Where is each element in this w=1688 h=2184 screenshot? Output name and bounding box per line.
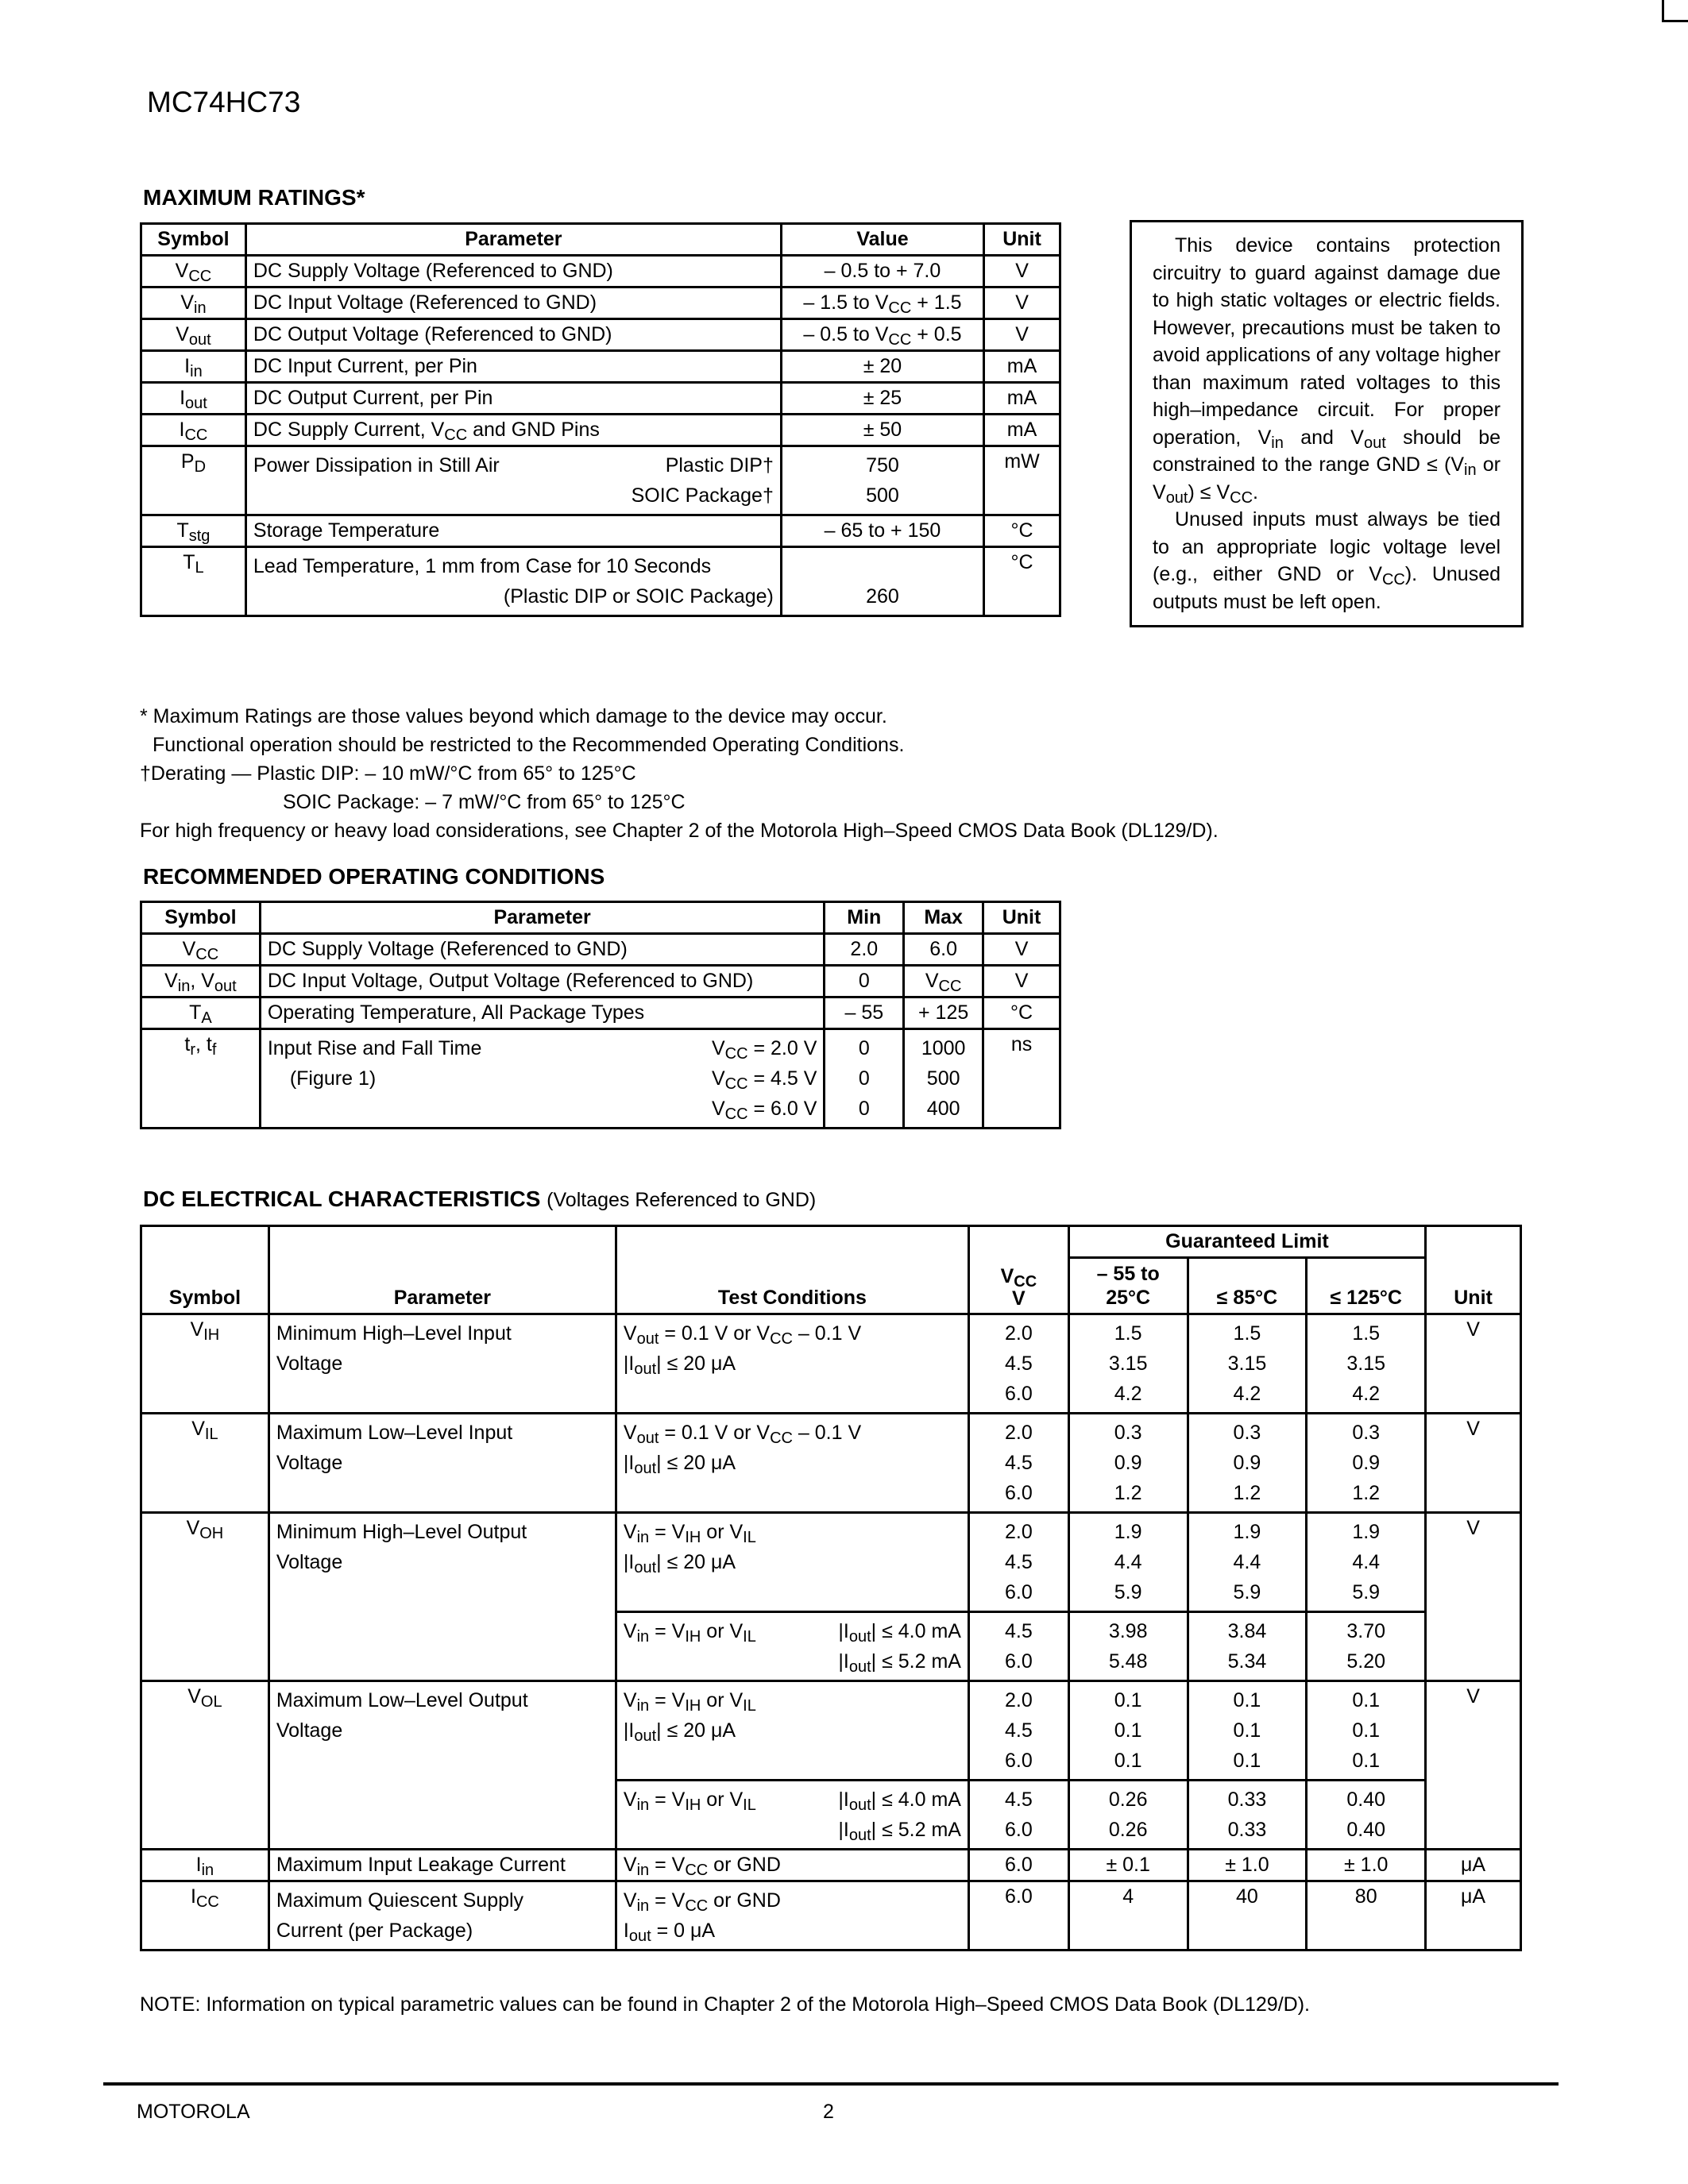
symbol-cell: $V_{IL}$ [141, 1414, 269, 1513]
col-header-test-conditions: Test Conditions [616, 1226, 968, 1314]
col-header-limit-85c: ≤ 85°C [1188, 1258, 1307, 1314]
test-conditions-cell: $V_{in} = V_{CC}$ or GND [616, 1850, 968, 1881]
symbol-cell: $P_D$ [141, 446, 246, 515]
parameter-cell: DC Input Voltage, Output Voltage (Referenced to GND) [260, 966, 825, 997]
unit-cell: V [984, 256, 1060, 287]
parameter-cell: Maximum Quiescent Supply Current (per Package) [268, 1881, 616, 1951]
unit-cell: V [1426, 1414, 1521, 1513]
dc-electrical-characteristics-table [140, 1225, 1522, 1951]
limit-85c-cell: 1.5 3.15 4.2 [1188, 1314, 1307, 1414]
limit-85c-cell: 1.9 4.4 5.9 [1188, 1513, 1307, 1612]
unit-cell: mA [984, 383, 1060, 415]
esd-caution-box [1130, 220, 1524, 627]
table-row [141, 1513, 1521, 1612]
table-header-row [141, 224, 1060, 256]
col-header-parameter: Parameter [260, 902, 825, 934]
table-row [141, 1681, 1521, 1781]
parameter-cell: Power Dissipation in Still Air Plastic DIP† SOIC Package† [245, 446, 781, 515]
limit-25c-cell: 0.26 0.26 [1068, 1781, 1188, 1850]
table-row [141, 1850, 1521, 1881]
symbol-cell: $V_{in}$ [141, 287, 246, 319]
col-header-parameter: Parameter [268, 1226, 616, 1314]
limit-125c-cell: 80 [1307, 1881, 1426, 1951]
table-row [141, 446, 1060, 515]
symbol-cell: $I_{CC}$ [141, 1881, 269, 1951]
unit-cell: V [983, 966, 1060, 997]
limit-125c-cell: 0.3 0.9 1.2 [1307, 1414, 1426, 1513]
symbol-cell: $I_{CC}$ [141, 415, 246, 446]
symbol-cell: $I_{in}$ [141, 351, 246, 383]
value-cell: 750 500 [781, 446, 983, 515]
parameter-cell: Maximum Low–Level Output Voltage [268, 1681, 616, 1850]
parameter-cell: Maximum Low–Level Input Voltage [268, 1414, 616, 1513]
max-ratings-heading: MAXIMUM RATINGS* [143, 185, 365, 210]
vcc-cell: 4.5 6.0 [968, 1612, 1068, 1681]
parameter-cell: Minimum High–Level Input Voltage [268, 1314, 616, 1414]
test-conditions-cell: $V_{out} = 0.1$ V or $V_{CC} - 0.1$ V $|I_{out}| \le 20$ μA [616, 1314, 968, 1414]
value-cell: 260 [781, 547, 983, 616]
limit-25c-cell: 4 [1068, 1881, 1188, 1951]
col-header-limit-125c: ≤ 125°C [1307, 1258, 1426, 1314]
col-header-symbol: Symbol [141, 1226, 269, 1314]
table-row [141, 319, 1060, 351]
vcc-cell: 2.0 4.5 6.0 [968, 1414, 1068, 1513]
recommended-operating-conditions-table [140, 901, 1061, 1129]
unit-cell: °C [984, 515, 1060, 547]
limit-125c-cell: 3.70 5.20 [1307, 1612, 1426, 1681]
unit-cell: °C [984, 547, 1060, 616]
limit-25c-cell: 0.1 0.1 0.1 [1068, 1681, 1188, 1781]
limit-125c-cell: 0.1 0.1 0.1 [1307, 1681, 1426, 1781]
unit-cell: mW [984, 446, 1060, 515]
col-header-parameter: Parameter [245, 224, 781, 256]
table-row [141, 966, 1060, 997]
col-header-unit: Unit [983, 902, 1060, 934]
max-ratings-table [140, 222, 1061, 617]
parameter-cell: DC Input Current, per Pin [245, 351, 781, 383]
note-line: †Derating — Plastic DIP: – 10 mW/°C from 65° to 125°C [140, 762, 636, 785]
unit-cell: V [983, 934, 1060, 966]
table-row [141, 383, 1060, 415]
esd-paragraph-2: Unused inputs must always be tied to an appropriate logic voltage level (e.g., either GND or $V_{CC}$). Unused outputs must be left open. [1153, 508, 1501, 613]
limit-125c-cell: 1.5 3.15 4.2 [1307, 1314, 1426, 1414]
max-cell: 1000 500 400 [904, 1029, 983, 1129]
limit-85c-cell: 40 [1188, 1881, 1307, 1951]
table-row [141, 415, 1060, 446]
col-header-min: Min [825, 902, 904, 934]
parameter-cell: DC Supply Voltage (Referenced to GND) [245, 256, 781, 287]
unit-cell: mA [984, 351, 1060, 383]
page-corner-mark [1662, 0, 1688, 22]
col-header-unit: Unit [1426, 1226, 1521, 1314]
unit-cell: °C [983, 997, 1060, 1029]
unit-cell: V [1426, 1314, 1521, 1414]
limit-85c-cell: 0.3 0.9 1.2 [1188, 1414, 1307, 1513]
table-row [141, 256, 1060, 287]
min-cell: 0 [825, 966, 904, 997]
dc-note: NOTE: Information on typical parametric values can be found in Chapter 2 of the Motorola High–Speed CMOS Data Book (DL129/D). [140, 1993, 1310, 2016]
roc-heading: RECOMMENDED OPERATING CONDITIONS [143, 864, 605, 889]
value-cell: ± 25 [781, 383, 983, 415]
symbol-cell: $V_{in}$, $V_{out}$ [141, 966, 261, 997]
test-conditions-cell: $V_{in} = V_{IH}$ or $V_{IL}$ $|I_{out}| \le 4.0$ mA $|I_{out}| \le 5.2$ mA [616, 1781, 968, 1850]
limit-85c-cell: 3.84 5.34 [1188, 1612, 1307, 1681]
col-header-max: Max [904, 902, 983, 934]
document-title: MC74HC73 [147, 86, 301, 118]
max-cell: + 125 [904, 997, 983, 1029]
symbol-cell: $V_{OL}$ [141, 1681, 269, 1850]
parameter-cell: Storage Temperature [245, 515, 781, 547]
note-line: SOIC Package: – 7 mW/°C from 65° to 125°C [283, 791, 686, 813]
parameter-cell: DC Supply Voltage (Referenced to GND) [260, 934, 825, 966]
table-header-row [141, 902, 1060, 934]
symbol-cell: $t_r$, $t_f$ [141, 1029, 261, 1129]
value-cell: – 0.5 to + 7.0 [781, 256, 983, 287]
unit-cell: μA [1426, 1881, 1521, 1951]
value-cell: – 1.5 to $V_{CC} + 1.5$ [781, 287, 983, 319]
test-conditions-cell: $V_{in} = V_{IH}$ or $V_{IL}$ $|I_{out}| \le 20$ μA [616, 1681, 968, 1781]
table-row [141, 515, 1060, 547]
min-cell: – 55 [825, 997, 904, 1029]
parameter-cell: Minimum High–Level Output Voltage [268, 1513, 616, 1681]
vcc-cell: 2.0 4.5 6.0 [968, 1681, 1068, 1781]
table-row [141, 351, 1060, 383]
limit-25c-cell: 3.98 5.48 [1068, 1612, 1188, 1681]
unit-cell: μA [1426, 1850, 1521, 1881]
table-row [141, 1029, 1060, 1129]
limit-25c-cell: 0.3 0.9 1.2 [1068, 1414, 1188, 1513]
test-conditions-cell: $V_{out} = 0.1$ V or $V_{CC} - 0.1$ V $|I_{out}| \le 20$ μA [616, 1414, 968, 1513]
col-header-vcc: $V_{CC}$ V [968, 1226, 1068, 1314]
unit-cell: V [1426, 1681, 1521, 1850]
limit-85c-cell: 0.1 0.1 0.1 [1188, 1681, 1307, 1781]
limit-25c-cell: ± 0.1 [1068, 1850, 1188, 1881]
table-row [141, 547, 1060, 616]
table-header-row [141, 1226, 1521, 1258]
symbol-cell: $I_{out}$ [141, 383, 246, 415]
vcc-cell: 2.0 4.5 6.0 [968, 1513, 1068, 1612]
parameter-cell: Lead Temperature, 1 mm from Case for 10 Seconds (Plastic DIP or SOIC Package) [245, 547, 781, 616]
page-number: 2 [823, 2101, 834, 2123]
unit-cell: V [984, 287, 1060, 319]
table-row [141, 997, 1060, 1029]
value-cell: ± 20 [781, 351, 983, 383]
col-header-symbol: Symbol [141, 224, 246, 256]
limit-125c-cell: 1.9 4.4 5.9 [1307, 1513, 1426, 1612]
table-row [141, 1414, 1521, 1513]
col-header-symbol: Symbol [141, 902, 261, 934]
table-row [141, 934, 1060, 966]
max-cell: 6.0 [904, 934, 983, 966]
symbol-cell: $T_A$ [141, 997, 261, 1029]
vcc-cell: 6.0 [968, 1850, 1068, 1881]
table-row [141, 287, 1060, 319]
parameter-cell: Maximum Input Leakage Current [268, 1850, 616, 1881]
parameter-cell: DC Output Current, per Pin [245, 383, 781, 415]
test-conditions-cell: $V_{in} = V_{CC}$ or GND $I_{out} = 0$ μA [616, 1881, 968, 1951]
symbol-cell: $T_{stg}$ [141, 515, 246, 547]
parameter-cell: DC Output Voltage (Referenced to GND) [245, 319, 781, 351]
dc-heading: DC ELECTRICAL CHARACTERISTICS (Voltages Referenced to GND) [143, 1187, 817, 1211]
max-ratings-notes [140, 702, 1219, 845]
col-header-limit-25c: – 55 to 25°C [1068, 1258, 1188, 1314]
footer-brand: MOTOROLA [137, 2101, 250, 2123]
vcc-cell: 6.0 [968, 1881, 1068, 1951]
footer-divider [103, 2082, 1559, 2086]
limit-25c-cell: 1.5 3.15 4.2 [1068, 1314, 1188, 1414]
value-cell: ± 50 [781, 415, 983, 446]
symbol-cell: $V_{IH}$ [141, 1314, 269, 1414]
value-cell: – 0.5 to $V_{CC} + 0.5$ [781, 319, 983, 351]
symbol-cell: $V_{OH}$ [141, 1513, 269, 1681]
limit-85c-cell: 0.33 0.33 [1188, 1781, 1307, 1850]
table-row [141, 1314, 1521, 1414]
unit-cell: mA [984, 415, 1060, 446]
table-row [141, 1881, 1521, 1951]
col-header-guaranteed-limit: Guaranteed Limit [1068, 1226, 1425, 1258]
test-conditions-cell: $V_{in} = V_{IH}$ or $V_{IL}$ $|I_{out}| \le 4.0$ mA $|I_{out}| \le 5.2$ mA [616, 1612, 968, 1681]
parameter-cell: Input Rise and Fall Time $V_{CC} = 2.0$ V (Figure 1) $V_{CC} = 4.5$ V $V_{CC} = 6.0$ V [260, 1029, 825, 1129]
limit-25c-cell: 1.9 4.4 5.9 [1068, 1513, 1188, 1612]
col-header-value: Value [781, 224, 983, 256]
vcc-cell: 2.0 4.5 6.0 [968, 1314, 1068, 1414]
esd-paragraph-1: This device contains protection circuitry to guard against damage due to high static voltages or electric fields. However, precautions must be taken to avoid applications of any voltage higher than maximum rated voltages to this high–impedance circuit. For proper operation, $V_{in}$ and $V_{out}$ should be constrained to the range GND ≤ ($V_{in}$ or $V_{out}) \le V_{CC}$. [1153, 234, 1501, 507]
symbol-cell: $V_{CC}$ [141, 934, 261, 966]
test-conditions-cell: $V_{in} = V_{IH}$ or $V_{IL}$ $|I_{out}| \le 20$ μA [616, 1513, 968, 1612]
symbol-cell: $T_L$ [141, 547, 246, 616]
limit-125c-cell: 0.40 0.40 [1307, 1781, 1426, 1850]
unit-cell: V [984, 319, 1060, 351]
min-cell: 0 0 0 [825, 1029, 904, 1129]
unit-cell: V [1426, 1513, 1521, 1681]
note-line: Functional operation should be restricted to the Recommended Operating Conditions. [153, 734, 905, 756]
parameter-cell: DC Supply Current, $V_{CC}$ and GND Pins [245, 415, 781, 446]
note-line: For high frequency or heavy load considerations, see Chapter 2 of the Motorola High–Speed CMOS Data Book (DL129/D). [140, 820, 1219, 842]
note-line: * Maximum Ratings are those values beyond which damage to the device may occur. [140, 705, 887, 727]
symbol-cell: $V_{CC}$ [141, 256, 246, 287]
vcc-cell: 4.5 6.0 [968, 1781, 1068, 1850]
parameter-cell: Operating Temperature, All Package Types [260, 997, 825, 1029]
limit-85c-cell: ± 1.0 [1188, 1850, 1307, 1881]
col-header-unit: Unit [984, 224, 1060, 256]
min-cell: 2.0 [825, 934, 904, 966]
symbol-cell: $I_{in}$ [141, 1850, 269, 1881]
limit-125c-cell: ± 1.0 [1307, 1850, 1426, 1881]
symbol-cell: $V_{out}$ [141, 319, 246, 351]
max-cell: $V_{CC}$ [904, 966, 983, 997]
parameter-cell: DC Input Voltage (Referenced to GND) [245, 287, 781, 319]
value-cell: – 65 to + 150 [781, 515, 983, 547]
unit-cell: ns [983, 1029, 1060, 1129]
